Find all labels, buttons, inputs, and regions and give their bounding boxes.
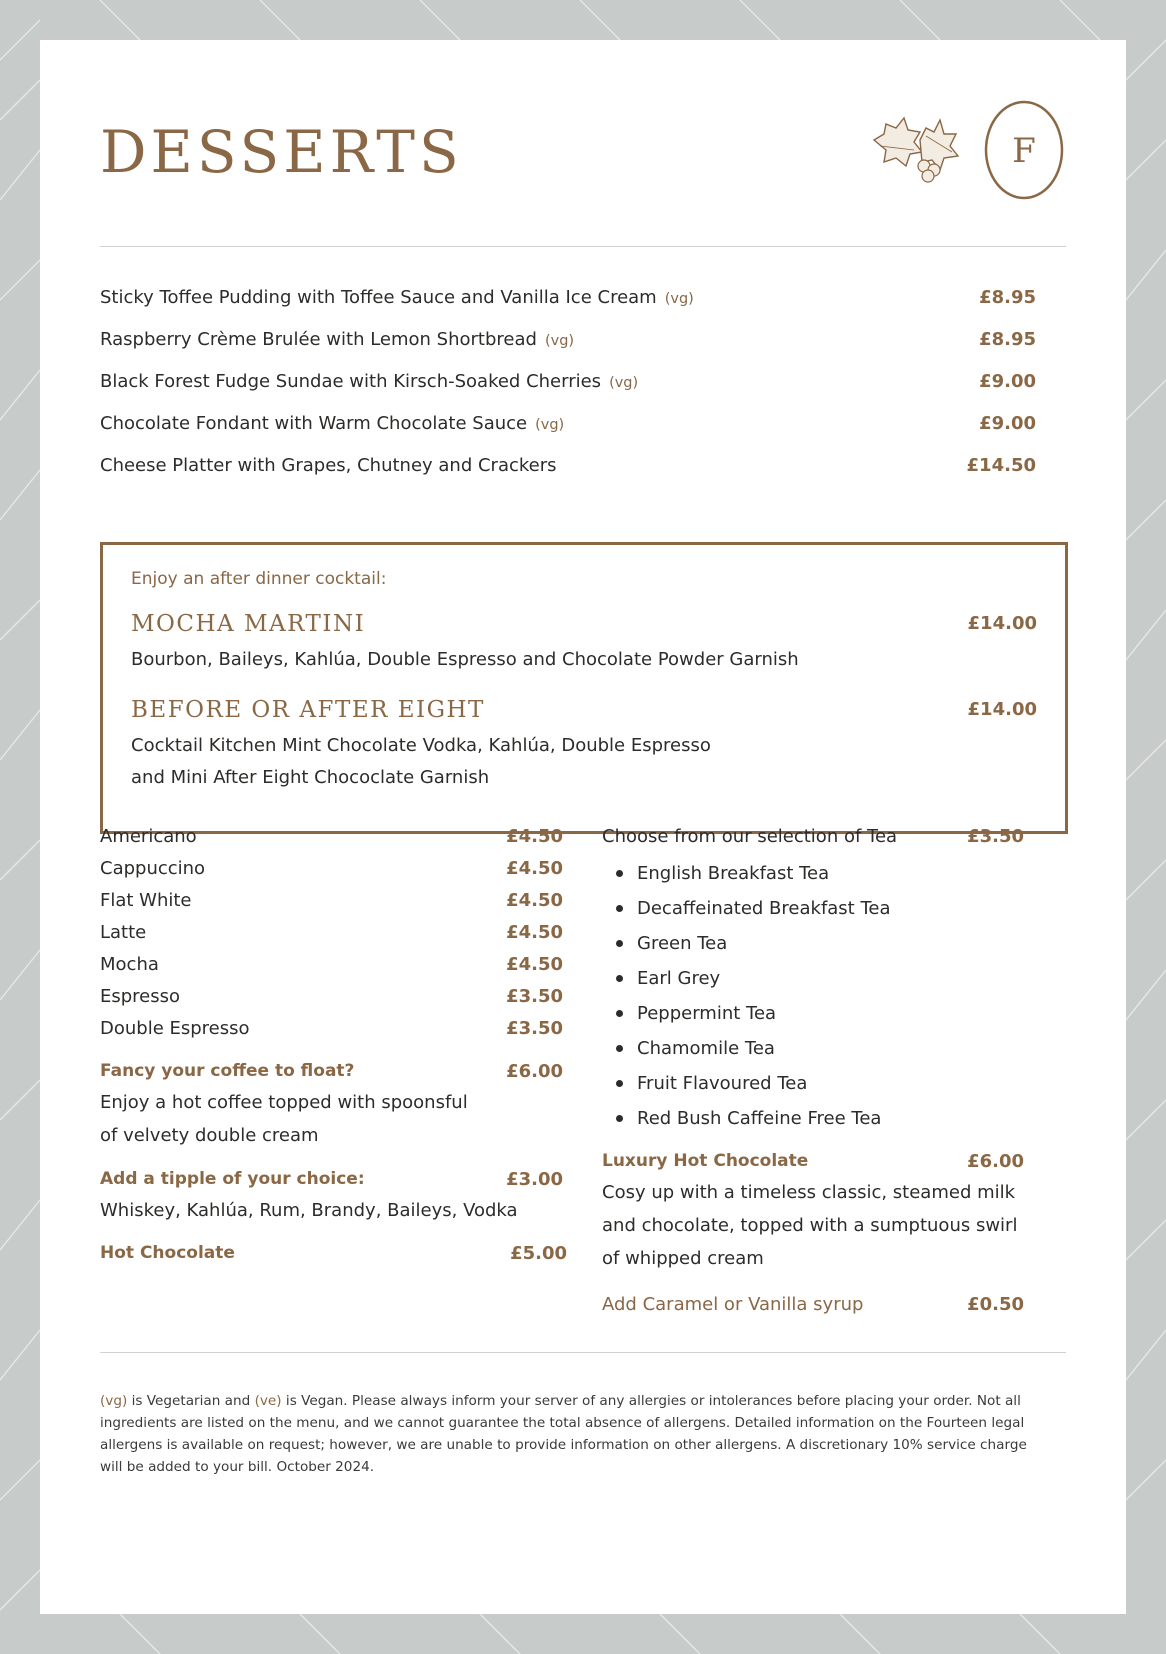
menu-page	[40, 40, 1126, 1614]
coffee-item: Espresso £3.50	[100, 985, 563, 1007]
cocktail-price: £14.00	[967, 613, 1037, 634]
syrup-item: Add Caramel or Vanilla syrup £0.50	[602, 1293, 1024, 1315]
dessert-item: Chocolate Fondant with Warm Chocolate Sauce (vg) £9.00	[100, 412, 1036, 434]
coffee-item: Mocha £4.50	[100, 953, 563, 975]
cocktail-name: BEFORE OR AFTER EIGHT	[131, 697, 485, 723]
svg-text:F: F	[1012, 131, 1036, 171]
tea-item: Fruit Flavoured Tea	[616, 1068, 807, 1098]
divider	[100, 1352, 1066, 1353]
coffee-item: Flat White £4.50	[100, 889, 563, 911]
holly-icon	[870, 106, 960, 186]
tea-item: Chamomile Tea	[616, 1033, 775, 1063]
tea-item: English Breakfast Tea	[616, 858, 829, 888]
dessert-item: Black Forest Fudge Sundae with Kirsch-Soaked Cherries (vg) £9.00	[100, 370, 1036, 392]
tea-heading: Choose from our selection of Tea £3.50	[602, 825, 1024, 847]
tipple-description: Whiskey, Kahlúa, Rum, Brandy, Baileys, Vodka	[100, 1200, 518, 1221]
hot-chocolate-item: Hot Chocolate £5.00	[100, 1242, 567, 1264]
cocktail-name: MOCHA MARTINI	[131, 611, 366, 637]
logo-monogram	[980, 98, 1068, 202]
tea-item: Green Tea	[616, 928, 727, 958]
coffee-item: Cappuccino £4.50	[100, 857, 563, 879]
cocktail-description: Bourbon, Baileys, Kahlúa, Double Espresso and Chocolate Powder Garnish	[131, 649, 799, 670]
divider	[100, 246, 1066, 247]
cocktail-description: and Mini After Eight Chococlate Garnish	[131, 767, 490, 788]
luxury-hot-chocolate-description: Cosy up with a timeless classic, steamed milk and chocolate, topped with a sumptuous swirl of whipped cream	[602, 1182, 1018, 1269]
tea-item: Decaffeinated Breakfast Tea	[616, 893, 891, 923]
tea-item: Red Bush Caffeine Free Tea	[616, 1103, 881, 1133]
tipple-heading: Add a tipple of your choice: £3.00	[100, 1168, 563, 1190]
tea-item: Peppermint Tea	[616, 998, 776, 1028]
float-description: Enjoy a hot coffee topped with spoonsful of velvety double cream	[100, 1092, 468, 1146]
dessert-item: Sticky Toffee Pudding with Toffee Sauce and Vanilla Ice Cream (vg) £8.95	[100, 286, 1036, 308]
cocktail-box	[100, 542, 1068, 834]
luxury-hot-chocolate-heading: Luxury Hot Chocolate £6.00	[602, 1150, 1024, 1172]
coffee-item: Double Espresso £3.50	[100, 1017, 563, 1039]
float-heading: Fancy your coffee to float? £6.00	[100, 1060, 563, 1082]
dessert-item: Cheese Platter with Grapes, Chutney and Crackers £14.50	[100, 454, 1036, 476]
cocktail-description: Cocktail Kitchen Mint Chocolate Vodka, Kahlúa, Double Espresso	[131, 735, 711, 756]
coffee-item: Latte £4.50	[100, 921, 563, 943]
coffee-item: Americano £4.50	[100, 825, 563, 847]
cocktail-intro: Enjoy an after dinner cocktail:	[131, 569, 387, 589]
tea-item: Earl Grey	[616, 963, 720, 993]
cocktail-price: £14.00	[967, 699, 1037, 720]
page-title: DESSERTS	[100, 118, 463, 186]
dessert-item: Raspberry Crème Brulée with Lemon Shortbread (vg) £8.95	[100, 328, 1036, 350]
allergen-footnote: (vg) is Vegetarian and (ve) is Vegan. Please always inform your server of any allergies or intolerances before placing your order. Not all ingredients are listed on the menu, and we cannot guarantee the total absence of allergens. Detailed information on the Fourteen legal allergens is available on request; however, we are unable to provide information on other allergens. A discretionary 10% service charge will be added to your bill. October 2024.	[100, 1393, 1027, 1475]
